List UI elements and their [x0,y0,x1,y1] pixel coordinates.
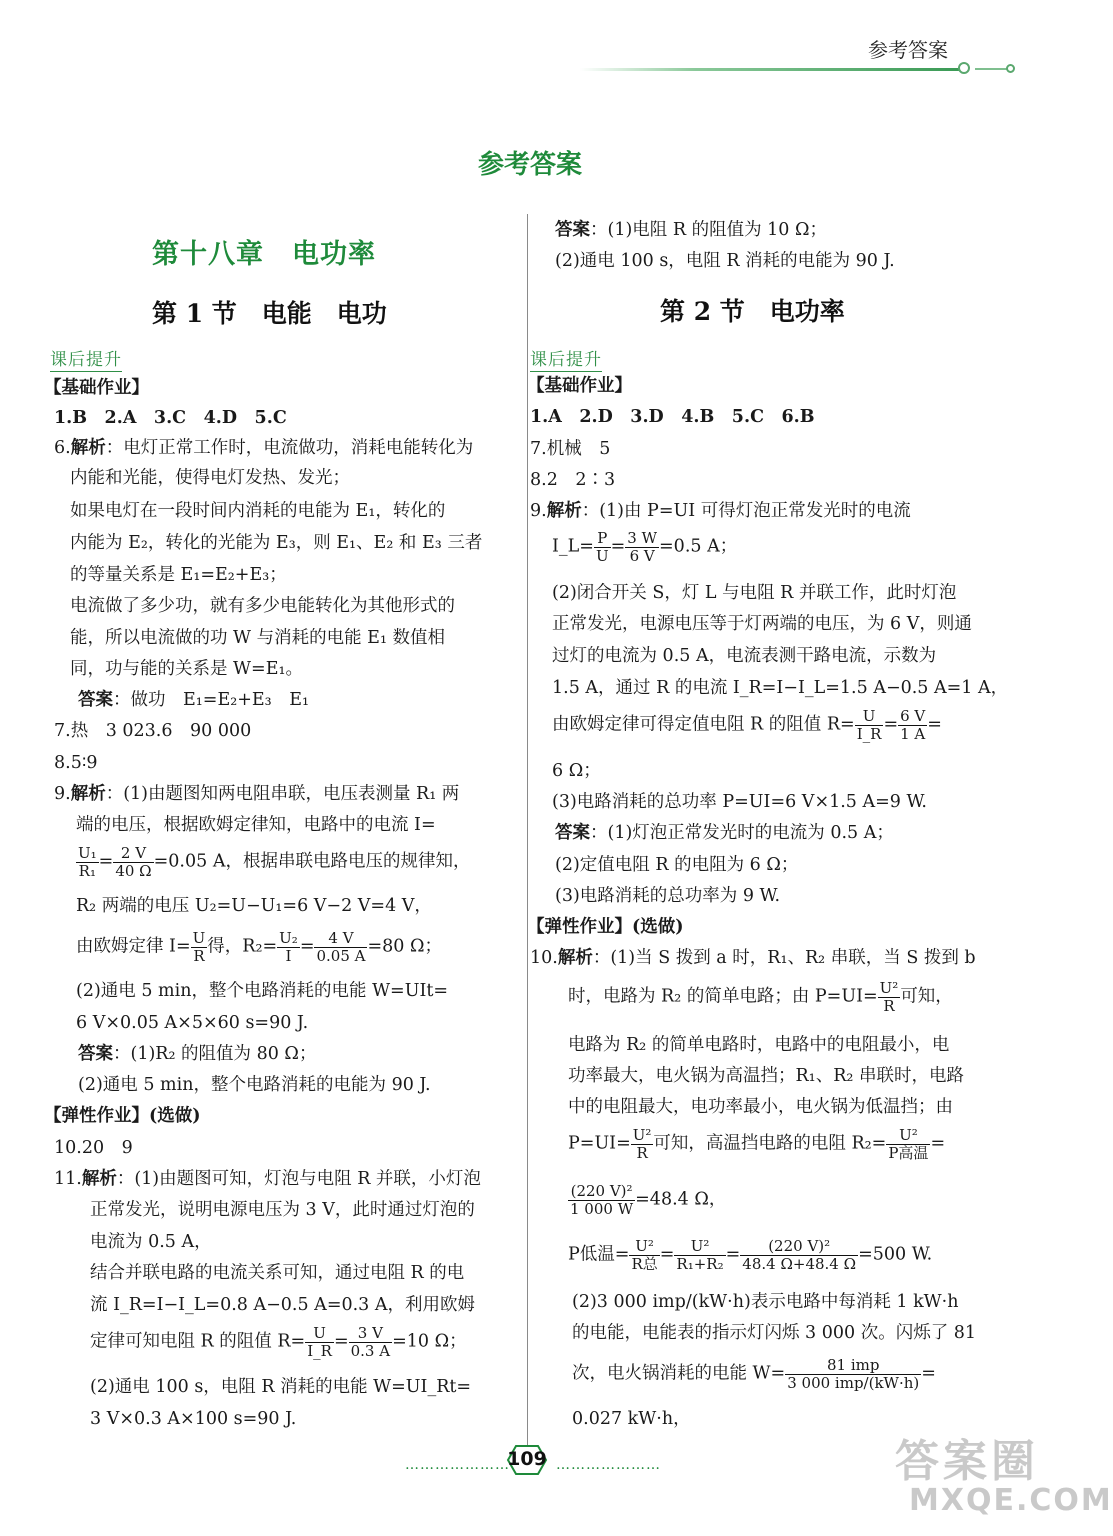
q6-line: 如果电灯在一段时间内消耗的电能为 E₁，转化的 [70,501,446,521]
fraction: $\frac{\text{U²}}{\text{R₁+R₂}}$ [676,1237,724,1273]
q9-answer: (2)通电 5 min，整个电路消耗的电能为 90 J. [78,1075,431,1095]
q9-line: (3)电路消耗的总功率 P=UI=6 V×1.5 A=9 W. [552,792,927,812]
q6-line: 能，所以电流做的功 W 与消耗的电能 E₁ 数值相 [70,628,446,648]
fraction: $\frac{3 W}{6 V}$ [627,529,658,565]
q9-answer: 答案：(1)灯泡正常发光时的电流为 0.5 A； [555,823,894,843]
q11-line: 正常发光，说明电源电压为 3 V，此时通过灯泡的 [90,1200,475,1220]
section-tag: 课后提升 [50,345,122,372]
q9-line: 端的电压，根据欧姆定律知，电路中的电流 I= [76,815,436,835]
fraction: $\frac{P}{U}$ [595,529,609,565]
q11-line: (2)通电 100 s，电阻 R 消耗的电能 W=UI_Rt= [90,1377,472,1397]
footer-dots-left: ………………… [405,1457,510,1473]
footer-dots-right: ………………… [556,1457,661,1473]
prev-answer: (2)通电 100 s，电阻 R 消耗的电能为 90 J. [555,251,895,271]
q10-formula: P=UI= $\frac{\text{U²}}{R}$ 可知，高温挡电路的电阻 R₂= $\frac{\text{U²}}{\text{P高温}}$ = [568,1126,946,1162]
elastic-heading: 【弹性作业】(选做) [44,1106,201,1126]
q9-formula: I_L= $\frac{P}{U}$ = $\frac{3 W}{6 V}$ =0.5 A； [552,529,738,565]
fraction: $\frac{4 V}{0.05 A}$ [316,929,366,965]
elastic-heading: 【弹性作业】(选做) [527,917,684,937]
q9-line: (2)通电 5 min，整个电路消耗的电能 W=UIt= [76,981,449,1001]
q6-line: 的等量关系是 E₁=E₂+E₃； [70,565,287,585]
q10-formula: P低温= $\frac{\text{U²}}{\text{R总}}$ = $\frac{\text{U²}}{\text{R₁+R₂}}$ = $\frac{\text{(220 V)²}}{48.4 \Omega+48.4 \Omega}$ =500 W. [568,1237,933,1273]
header-circle-icon [958,62,970,74]
q8-answer: 8.2 2∶3 [530,470,616,490]
answers-1-6: 1.A 2.D 3.D 4.B 5.C 6.B [530,407,815,427]
q10-formula: 次，电火锅消耗的电能 W= $\frac{\text{81 imp}}{\text{3 000 imp/(kW·h)}}$ = [572,1356,936,1392]
q10-line: 0.027 kW·h， [572,1409,691,1429]
q11-line: 结合并联电路的电流关系可知，通过电阻 R 的电 [90,1263,465,1283]
header-title: 参考答案 [868,38,948,62]
q10-line: 10.解析：(1)当 S 拨到 a 时，R₁、R₂ 串联，当 S 拨到 b [530,948,976,968]
q9-formula: 由欧姆定律 I= $\frac{U}{R}$ 得，R₂= $\frac{\text{U₂}}{I}$ = $\frac{4 V}{0.05 A}$ =80 Ω； [76,929,442,965]
q7-answer: 7.热 3 023.6 90 000 [54,721,252,741]
q9-line: 9.解析：(1)由题图知两电阻串联，电压表测量 R₁ 两 [54,784,460,804]
section-title: 第 2 节 电功率 [660,297,845,326]
fraction: $\frac{\text{U²}}{\text{R总}}$ [631,1237,658,1273]
q9-line: 6 V×0.05 A×5×60 s=90 J. [76,1013,309,1033]
column-divider [527,214,528,1446]
q9-formula: 由欧姆定律可得定值电阻 R 的阻值 R= $\frac{U}{I\_R}$ = $\frac{6 V}{1 A}$ = [552,707,942,743]
q10-formula: $\frac{\text{(220 V)²}}{1 000 W}$ =48.4 Ω， [570,1182,727,1218]
q9-formula: $\frac{\text{U₁}}{\text{R₁}}$ = $\frac{2 V}{40 \Omega}$ =0.05 A，根据串联电路电压的规律知， [78,844,471,880]
q10-line: (2)3 000 imp/(kW·h)表示电路中每消耗 1 kW·h [572,1292,959,1312]
fraction: $\frac{U}{I\_R}$ [307,1324,332,1360]
q8-answer: 8.5∶9 [54,753,98,773]
fraction: $\frac{\text{(220 V)²}}{1 000 W}$ [570,1182,634,1218]
q6-line: 6.解析：电灯正常工作时，电流做功，消耗电能转化为 [54,438,474,458]
q9-line: 过灯的电流为 0.5 A，电流表测干路电流，示数为 [552,646,937,666]
q9-line: 1.5 A，通过 R 的电流 I_R=I−I_L=1.5 A−0.5 A=1 A， [552,678,1009,698]
fraction: $\frac{\text{U₁}}{\text{R₁}}$ [78,844,97,880]
basic-heading: 【基础作业】 [44,378,149,398]
watermark-url: MXQE.COM [909,1483,1113,1518]
q9-answer: 答案：(1)R₂ 的阻值为 80 Ω； [78,1044,317,1064]
q7-answer: 7.机械 5 [530,439,611,459]
q11-line: 11.解析：(1)由题图可知，灯泡与电阻 R 并联，小灯泡 [54,1169,481,1189]
q11-line: 流 I_R=I−I_L=0.8 A−0.5 A=0.3 A，利用欧姆 [90,1295,476,1315]
watermark [895,1436,1113,1518]
q9-line: 9.解析：(1)由 P=UI 可得灯泡正常发光时的电流 [530,501,911,521]
q10-answer: 10.20 9 [54,1138,133,1158]
q9-line: R₂ 两端的电压 U₂=U−U₁=6 V−2 V=4 V， [76,896,432,916]
header-circle-icon [1006,64,1015,73]
q10-line: 电路为 R₂ 的简单电路时，电路中的电阻最小，电 [568,1035,950,1055]
header-rule [580,68,960,71]
chapter-title: 第十八章 电功率 [152,239,376,270]
fraction: $\frac{\text{(220 V)²}}{48.4 \Omega+48.4 \Omega}$ [742,1237,857,1273]
q10-formula: 时，电路为 R₂ 的简单电路；由 P=UI= $\frac{\text{U²}}{R}$ 可知， [568,979,953,1015]
fraction: $\frac{U}{I\_R}$ [856,707,882,743]
page-title: 参考答案 [477,150,582,180]
prev-answer: 答案：(1)电阻 R 的阻值为 10 Ω； [555,220,827,240]
q11-line: 3 V×0.3 A×100 s=90 J. [90,1409,297,1429]
fraction: $\frac{\text{81 imp}}{\text{3 000 imp/(kW·h)}}$ [787,1356,920,1392]
q9-line: 正常发光，电源电压等于灯两端的电压，为 6 V，则通 [552,614,972,634]
q10-line: 的电能，电能表的指示灯闪烁 3 000 次。闪烁了 81 [572,1323,977,1343]
q6-line: 同，功与能的关系是 W=E₁。 [70,659,304,679]
fraction: $\frac{U}{R}$ [192,929,206,965]
fraction: $\frac{\text{U²}}{R}$ [632,1126,652,1162]
fraction: $\frac{\text{U₂}}{I}$ [279,929,298,965]
fraction: $\frac{2 V}{40 \Omega}$ [115,844,152,880]
q6-line: 内能和光能，使得电灯发热、发光； [70,468,350,488]
section-title: 第 1 节 电能 电功 [152,299,387,328]
q10-line: 中的电阻最大，电功率最小，电火锅为低温挡；由 [568,1097,953,1117]
fraction: $\frac{\text{U²}}{R}$ [879,979,899,1015]
answers-1-5: 1.B 2.A 3.C 4.D 5.C [54,408,287,428]
page-number: 109 [507,1448,547,1470]
q6-answer: 答案：做功 E₁=E₂+E₃ E₁ [78,690,309,710]
q9-line: (2)闭合开关 S，灯 L 与电阻 R 并联工作，此时灯泡 [552,583,957,603]
q9-answer: (2)定值电阻 R 的电阻为 6 Ω； [555,855,799,875]
q6-line: 内能为 E₂，转化的光能为 E₃，则 E₁、E₂ 和 E₃ 三者 [70,533,483,553]
fraction: $\frac{\text{U²}}{\text{P高温}}$ [888,1126,929,1162]
section-tag: 课后提升 [530,345,602,372]
q10-line: 功率最大，电火锅为高温挡；R₁、R₂ 串联时，电路 [568,1066,964,1086]
q11-line: 电流为 0.5 A， [90,1232,212,1252]
q6-line: 电流做了多少功，就有多少电能转化为其他形式的 [70,596,455,616]
fraction: $\frac{3 V}{0.3 A}$ [350,1324,391,1360]
basic-heading: 【基础作业】 [527,376,632,396]
q9-answer: (3)电路消耗的总功率为 9 W. [555,886,781,906]
q11-formula: 定律可知电阻 R 的阻值 R= $\frac{U}{I\_R}$ = $\frac{3 V}{0.3 A}$ =10 Ω； [90,1324,467,1360]
q9-line: 6 Ω； [552,761,601,781]
fraction: $\frac{6 V}{1 A}$ [900,707,926,743]
watermark-logo-text: 答案圈 [895,1436,1039,1487]
